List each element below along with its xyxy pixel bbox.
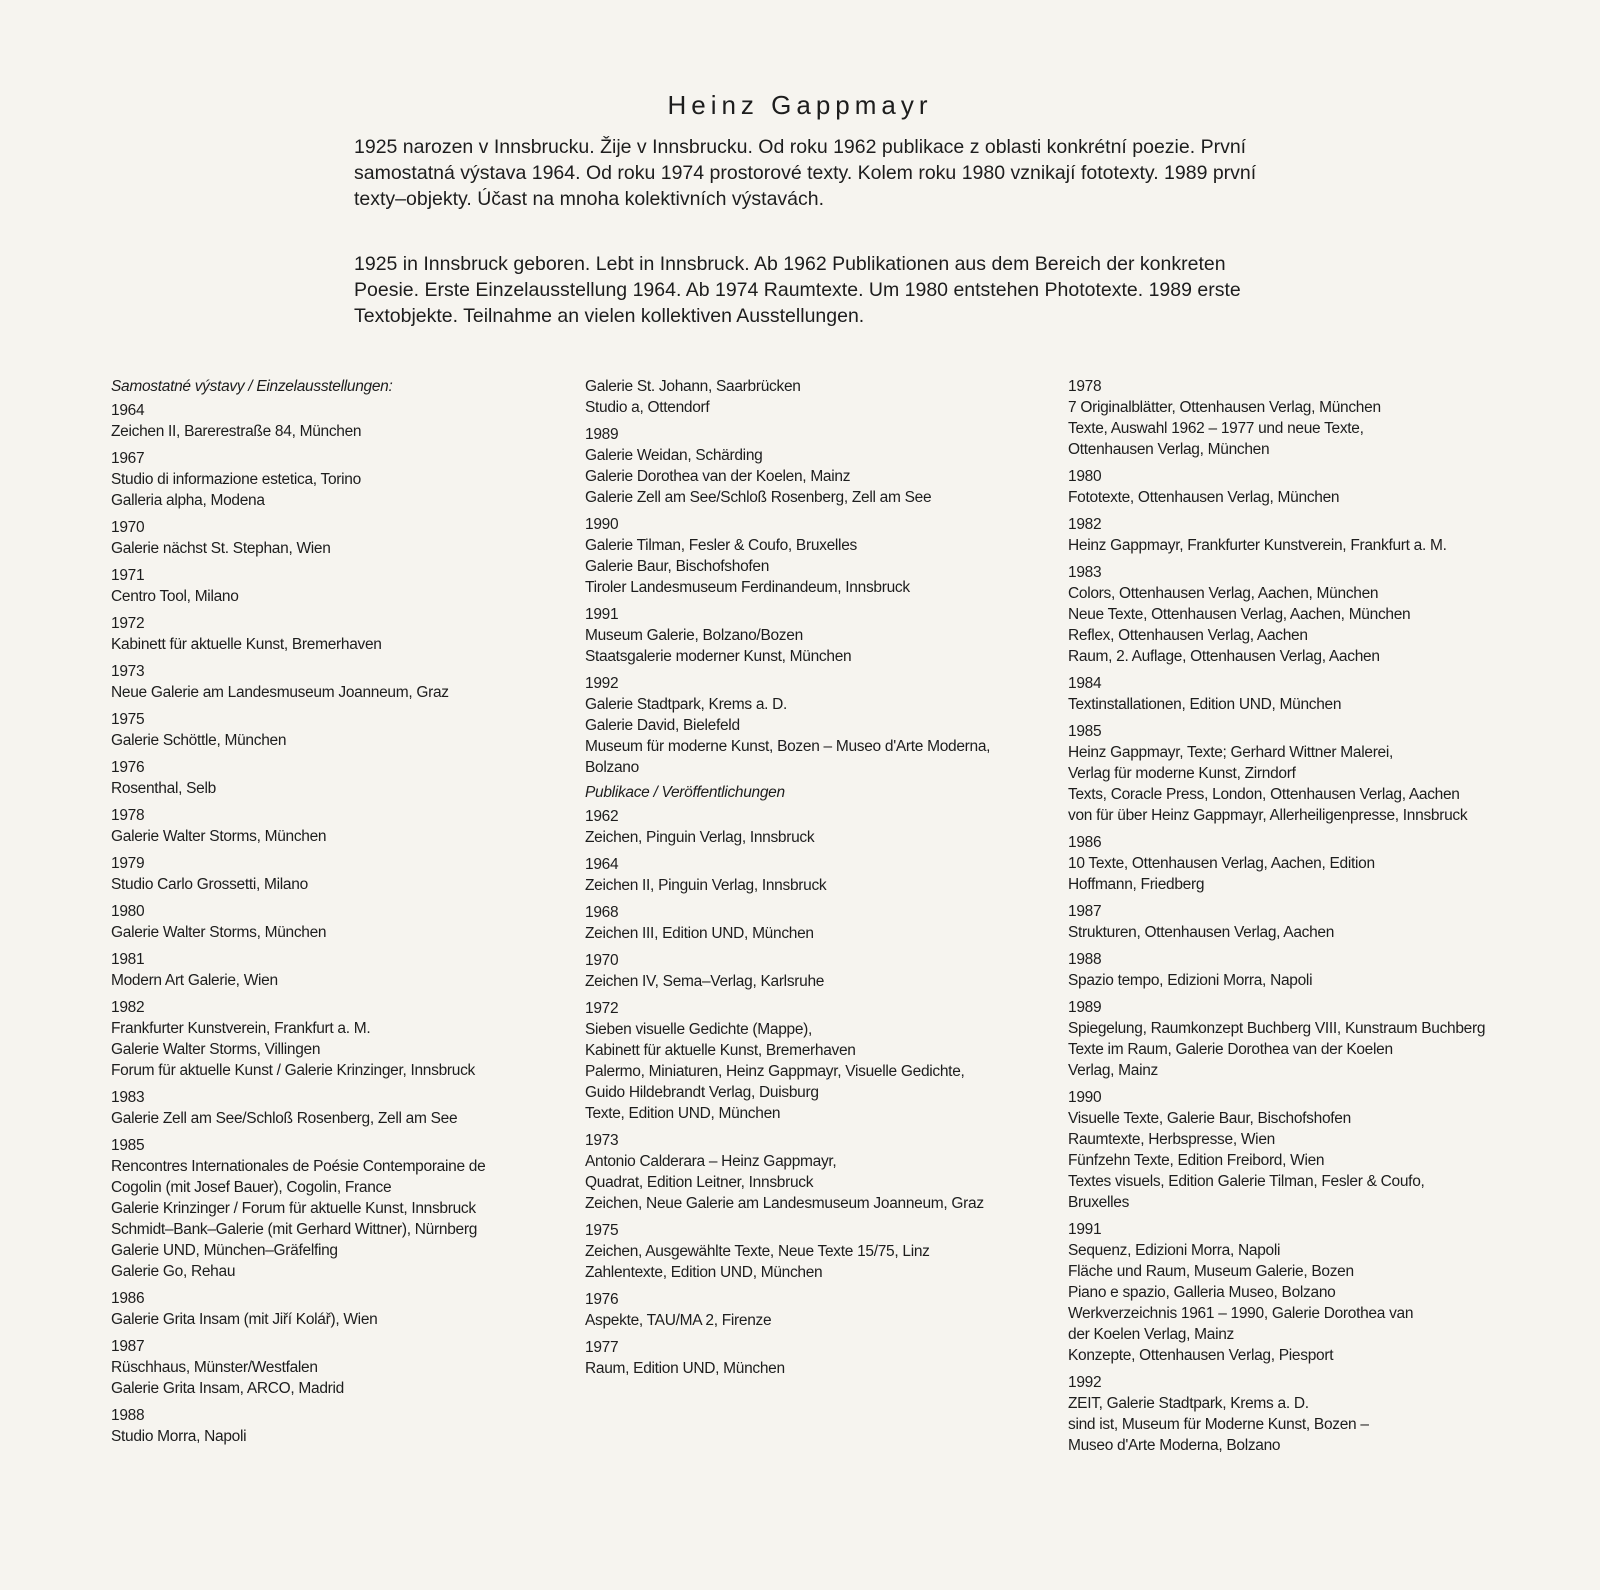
year-group xyxy=(111,1087,571,1129)
list-item: Texte im Raum, Galerie Dorothea van der Koelen xyxy=(1068,1041,1393,1058)
list-item: Reflex, Ottenhausen Verlag, Aachen xyxy=(1068,627,1308,644)
list-item: Galerie Zell am See/Schloß Rosenberg, Zell am See xyxy=(111,1110,458,1127)
year-label: 1986 xyxy=(111,1290,145,1307)
year-label: 1978 xyxy=(111,807,145,824)
year-group xyxy=(1068,673,1568,715)
list-item: Werkverzeichnis 1961 – 1990, Galerie Dorothea van xyxy=(1068,1305,1414,1322)
year-group xyxy=(1068,901,1568,943)
year-group xyxy=(111,613,571,655)
list-item: Zeichen II, Barerestraße 84, München xyxy=(111,423,362,440)
year-group xyxy=(111,853,571,895)
list-item: Cogolin (mit Josef Bauer), Cogolin, France xyxy=(111,1179,392,1196)
year-label: 1980 xyxy=(1068,468,1102,485)
list-item: Galerie Schöttle, München xyxy=(111,732,287,749)
list-item: Modern Art Galerie, Wien xyxy=(111,972,278,989)
list-item: Galerie Grita Insam, ARCO, Madrid xyxy=(111,1380,345,1397)
list-item: Galerie Baur, Bischofshofen xyxy=(585,558,770,575)
year-group xyxy=(585,806,1035,848)
list-item: Frankfurter Kunstverein, Frankfurt a. M. xyxy=(111,1020,371,1037)
year-label: 1973 xyxy=(111,663,145,680)
list-item: Rosenthal, Selb xyxy=(111,780,216,797)
list-item: Studio di informazione estetica, Torino xyxy=(111,471,361,488)
year-label: 1980 xyxy=(111,903,145,920)
list-item: Galerie UND, München–Gräfelfing xyxy=(111,1242,338,1259)
year-group xyxy=(111,1405,571,1447)
list-item: Piano e spazio, Galleria Museo, Bolzano xyxy=(1068,1284,1336,1301)
list-item: Zeichen IV, Sema–Verlag, Karlsruhe xyxy=(585,973,825,990)
list-item: Galerie Tilman, Fesler & Coufo, Bruxelles xyxy=(585,537,857,554)
year-group xyxy=(111,757,571,799)
list-item: Galerie Dorothea van der Koelen, Mainz xyxy=(585,468,851,485)
list-item: Raumtexte, Herbspresse, Wien xyxy=(1068,1131,1275,1148)
list-item: Verlag für moderne Kunst, Zirndorf xyxy=(1068,765,1296,782)
list-item: Zeichen, Pinguin Verlag, Innsbruck xyxy=(585,829,815,846)
year-group xyxy=(111,565,571,607)
year-group xyxy=(111,709,571,751)
year-group xyxy=(585,1337,1035,1379)
list-item: Heinz Gappmayr, Texte; Gerhard Wittner Malerei, xyxy=(1068,744,1394,761)
list-item: der Koelen Verlag, Mainz xyxy=(1068,1326,1234,1343)
list-item: Texte, Edition UND, München xyxy=(585,1105,781,1122)
list-item: Sieben visuelle Gedichte (Mappe), xyxy=(585,1021,813,1038)
year-label: 1976 xyxy=(111,759,145,776)
list-item: Galerie Walter Storms, München xyxy=(111,828,327,845)
list-item: Studio a, Ottendorf xyxy=(585,399,710,416)
year-label: 1992 xyxy=(1068,1374,1102,1391)
list-item: Visuelle Texte, Galerie Baur, Bischofshofen xyxy=(1068,1110,1351,1127)
list-item: ZEIT, Galerie Stadtpark, Krems a. D. xyxy=(1068,1395,1309,1412)
year-label: 1982 xyxy=(1068,516,1102,533)
year-group xyxy=(1068,562,1568,667)
year-group xyxy=(1068,721,1568,826)
list-item: Tiroler Landesmuseum Ferdinandeum, Innsbruck xyxy=(585,579,910,596)
list-item: Guido Hildebrandt Verlag, Duisburg xyxy=(585,1084,819,1101)
year-label: 1988 xyxy=(111,1407,145,1424)
list-item: Texte, Auswahl 1962 – 1977 und neue Texte, xyxy=(1068,420,1364,437)
year-label: 1990 xyxy=(1068,1089,1102,1106)
year-label: 1989 xyxy=(585,426,619,443)
year-label: 1977 xyxy=(585,1339,619,1356)
year-label: 1986 xyxy=(1068,834,1102,851)
list-item: Heinz Gappmayr, Frankfurter Kunstverein, Frankfurt a. M. xyxy=(1068,537,1447,554)
bio-czech xyxy=(354,134,1284,212)
list-item: sind ist, Museum für Moderne Kunst, Bozen – xyxy=(1068,1416,1369,1433)
year-label: 1964 xyxy=(585,856,619,873)
exhibitions-list-2 xyxy=(585,376,1035,778)
year-group xyxy=(111,997,571,1081)
year-group xyxy=(585,998,1035,1124)
year-group xyxy=(111,949,571,991)
year-label: 1975 xyxy=(111,711,145,728)
year-group xyxy=(111,661,571,703)
exhibitions-heading: Samostatné výstavy / Einzelausstellungen: xyxy=(111,378,393,395)
list-item: Zeichen II, Pinguin Verlag, Innsbruck xyxy=(585,877,827,894)
year-group xyxy=(1068,1372,1568,1456)
list-item: Spazio tempo, Edizioni Morra, Napoli xyxy=(1068,972,1313,989)
list-item: Raum, 2. Auflage, Ottenhausen Verlag, Aachen xyxy=(1068,648,1380,665)
year-group xyxy=(585,854,1035,896)
year-label: 1989 xyxy=(1068,999,1102,1016)
list-item: Raum, Edition UND, München xyxy=(585,1360,785,1377)
list-item: Rüschhaus, Münster/Westfalen xyxy=(111,1359,318,1376)
year-group xyxy=(111,901,571,943)
list-item: Sequenz, Edizioni Morra, Napoli xyxy=(1068,1242,1281,1259)
year-group xyxy=(585,376,1035,418)
year-label: 1970 xyxy=(111,519,145,536)
year-group xyxy=(1068,1087,1568,1213)
list-item: von für über Heinz Gappmayr, Allerheiligenpresse, Innsbruck xyxy=(1068,807,1468,824)
list-item: Zeichen, Neue Galerie am Landesmuseum Joanneum, Graz xyxy=(585,1195,984,1212)
list-item: Colors, Ottenhausen Verlag, Aachen, München xyxy=(1068,585,1379,602)
year-label: 1975 xyxy=(585,1222,619,1239)
year-label: 1964 xyxy=(111,402,145,419)
list-item: Studio Carlo Grossetti, Milano xyxy=(111,876,308,893)
list-item: Galerie Stadtpark, Krems a. D. xyxy=(585,696,788,713)
year-group xyxy=(585,902,1035,944)
list-item: Zahlentexte, Edition UND, München xyxy=(585,1264,823,1281)
year-label: 1987 xyxy=(1068,903,1102,920)
bio-german-text: 1925 in Innsbruck geboren. Lebt in Innsbruck. Ab 1962 Publikationen aus dem Bereich der konkreten Poesie. Erste Einzelausstellung 1964. Ab 1974 Raumtexte. Um 1980 entstehen Phototexte. 1989 erste Textobjekte. Teilnahme an vielen kollektiven Ausstellungen. xyxy=(354,253,1241,327)
year-group xyxy=(585,1289,1035,1331)
list-item: Staatsgalerie moderner Kunst, München xyxy=(585,648,852,665)
list-item: Galerie Grita Insam (mit Jiří Kolář), Wien xyxy=(111,1311,378,1328)
list-item: Schmidt–Bank–Galerie (mit Gerhard Wittner), Nürnberg xyxy=(111,1221,478,1238)
bio-german xyxy=(354,251,1284,329)
year-label: 1984 xyxy=(1068,675,1102,692)
publications-heading: Publikace / Veröffentlichungen xyxy=(585,784,785,801)
year-group xyxy=(111,517,571,559)
list-item: Centro Tool, Milano xyxy=(111,588,239,605)
year-label: 1982 xyxy=(111,999,145,1016)
year-group xyxy=(111,1288,571,1330)
list-item: Forum für aktuelle Kunst / Galerie Krinzinger, Innsbruck xyxy=(111,1062,475,1079)
list-item: Galleria alpha, Modena xyxy=(111,492,265,509)
list-item: Bolzano xyxy=(585,759,639,776)
year-label: 1990 xyxy=(585,516,619,533)
year-group xyxy=(111,1135,571,1282)
list-item: Studio Morra, Napoli xyxy=(111,1428,247,1445)
list-item: Ottenhausen Verlag, München xyxy=(1068,441,1270,458)
list-item: Aspekte, TAU/MA 2, Firenze xyxy=(585,1312,772,1329)
list-item: Textes visuels, Edition Galerie Tilman, Fesler & Coufo, xyxy=(1068,1173,1425,1190)
column-1 xyxy=(111,376,571,1447)
year-group xyxy=(585,424,1035,508)
list-item: Galerie Krinzinger / Forum für aktuelle Kunst, Innsbruck xyxy=(111,1200,476,1217)
list-item: Textinstallationen, Edition UND, München xyxy=(1068,696,1342,713)
list-item: Texts, Coracle Press, London, Ottenhausen Verlag, Aachen xyxy=(1068,786,1460,803)
list-item: Fünfzehn Texte, Edition Freibord, Wien xyxy=(1068,1152,1325,1169)
year-group xyxy=(1068,376,1568,460)
year-label: 1983 xyxy=(111,1089,145,1106)
bio-czech-text: 1925 narozen v Innsbrucku. Žije v Innsbrucku. Od roku 1962 publikace z oblasti konkrétní poezie. První samostatná výstava 1964. Od roku 1974 prostorové texty. Kolem roku 1980 vznikají fototexty. 1989 první texty–objekty. Účast na mnoha kolektivních výstavách. xyxy=(354,136,1257,210)
year-label: 1983 xyxy=(1068,564,1102,581)
publications-list-3 xyxy=(1068,376,1568,1456)
year-group xyxy=(585,514,1035,598)
list-item: Fototexte, Ottenhausen Verlag, München xyxy=(1068,489,1340,506)
list-item: Rencontres Internationales de Poésie Contemporaine de xyxy=(111,1158,486,1175)
list-item: Galerie Go, Rehau xyxy=(111,1263,236,1280)
list-item: Neue Texte, Ottenhausen Verlag, Aachen, München xyxy=(1068,606,1411,623)
year-group xyxy=(585,604,1035,667)
list-item: Museum Galerie, Bolzano/Bozen xyxy=(585,627,803,644)
list-item: Konzepte, Ottenhausen Verlag, Piesport xyxy=(1068,1347,1334,1364)
list-item: Zeichen, Ausgewählte Texte, Neue Texte 15/75, Linz xyxy=(585,1243,930,1260)
year-label: 1972 xyxy=(111,615,145,632)
list-item: Quadrat, Edition Leitner, Innsbruck xyxy=(585,1174,814,1191)
year-label: 1971 xyxy=(111,567,145,584)
year-group xyxy=(585,1130,1035,1214)
year-label: 1979 xyxy=(111,855,145,872)
list-item: Antonio Calderara – Heinz Gappmayr, xyxy=(585,1153,837,1170)
list-item: Museum für moderne Kunst, Bozen – Museo d'Arte Moderna, xyxy=(585,738,991,755)
year-group xyxy=(1068,832,1568,895)
year-group xyxy=(1068,1219,1568,1366)
year-group xyxy=(111,400,571,442)
exhibitions-list-1 xyxy=(111,400,571,1447)
year-group xyxy=(1068,949,1568,991)
year-label: 1967 xyxy=(111,450,145,467)
year-label: 1962 xyxy=(585,808,619,825)
year-label: 1991 xyxy=(585,606,619,623)
column-2 xyxy=(585,376,1035,1379)
year-label: 1981 xyxy=(111,951,145,968)
list-item: Strukturen, Ottenhausen Verlag, Aachen xyxy=(1068,924,1335,941)
list-item: Palermo, Miniaturen, Heinz Gappmayr, Visuelle Gedichte, xyxy=(585,1063,965,1080)
list-item: Galerie nächst St. Stephan, Wien xyxy=(111,540,331,557)
year-label: 1987 xyxy=(111,1338,145,1355)
year-label: 1972 xyxy=(585,1000,619,1017)
list-item: 7 Originalblätter, Ottenhausen Verlag, München xyxy=(1068,399,1381,416)
year-label: 1968 xyxy=(585,904,619,921)
list-item: Bruxelles xyxy=(1068,1194,1130,1211)
column-3 xyxy=(1068,376,1568,1456)
list-item: Galerie Zell am See/Schloß Rosenberg, Zell am See xyxy=(585,489,932,506)
year-label: 1973 xyxy=(585,1132,619,1149)
year-group xyxy=(111,448,571,511)
year-group xyxy=(1068,514,1568,556)
list-item: Galerie Walter Storms, Villingen xyxy=(111,1041,321,1058)
list-item: Hoffmann, Friedberg xyxy=(1068,876,1205,893)
year-group xyxy=(111,805,571,847)
list-item: Kabinett für aktuelle Kunst, Bremerhaven xyxy=(585,1042,856,1059)
year-label: 1991 xyxy=(1068,1221,1102,1238)
year-group xyxy=(1068,997,1568,1081)
year-label: 1976 xyxy=(585,1291,619,1308)
list-item: Galerie David, Bielefeld xyxy=(585,717,740,734)
page-title: Heinz Gappmayr xyxy=(667,90,933,120)
year-label: 1978 xyxy=(1068,378,1102,395)
year-label: 1988 xyxy=(1068,951,1102,968)
year-label: 1985 xyxy=(111,1137,145,1154)
year-label: 1985 xyxy=(1068,723,1102,740)
list-item: Neue Galerie am Landesmuseum Joanneum, Graz xyxy=(111,684,449,701)
list-item: Galerie Weidan, Schärding xyxy=(585,447,763,464)
list-item: 10 Texte, Ottenhausen Verlag, Aachen, Edition xyxy=(1068,855,1375,872)
list-item: Galerie St. Johann, Saarbrücken xyxy=(585,378,801,395)
year-group xyxy=(1068,466,1568,508)
year-label: 1970 xyxy=(585,952,619,969)
list-item: Galerie Walter Storms, München xyxy=(111,924,327,941)
list-item: Kabinett für aktuelle Kunst, Bremerhaven xyxy=(111,636,382,653)
list-item: Spiegelung, Raumkonzept Buchberg VIII, Kunstraum Buchberg xyxy=(1068,1020,1486,1037)
publications-list-2 xyxy=(585,806,1035,1379)
year-group xyxy=(111,1336,571,1399)
list-item: Fläche und Raum, Museum Galerie, Bozen xyxy=(1068,1263,1354,1280)
list-item: Zeichen III, Edition UND, München xyxy=(585,925,814,942)
year-group xyxy=(585,1220,1035,1283)
list-item: Museo d'Arte Moderna, Bolzano xyxy=(1068,1437,1281,1454)
list-item: Verlag, Mainz xyxy=(1068,1062,1159,1079)
year-group xyxy=(585,673,1035,778)
year-label: 1992 xyxy=(585,675,619,692)
year-group xyxy=(585,950,1035,992)
